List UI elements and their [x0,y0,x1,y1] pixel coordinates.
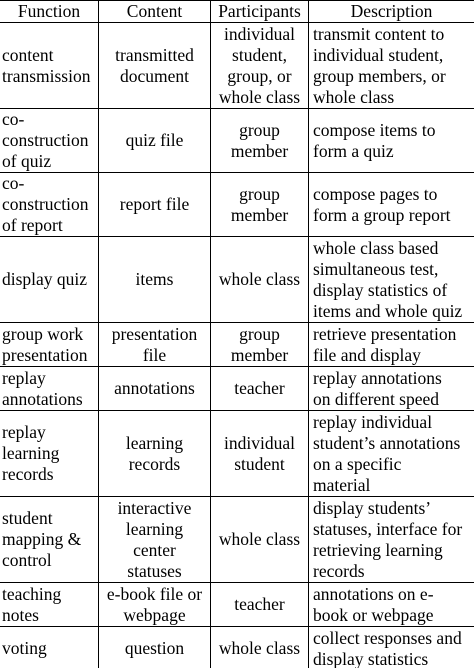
description-cell: whole class based simultaneous test, display statistics of items and whole quiz [309,237,474,323]
participants-cell: individual student [211,411,309,497]
description-cell: collect responses and display statistics [309,627,474,668]
content-cell: items [99,237,211,323]
content-cell: annotations [99,367,211,411]
function-cell: replay learning records [0,411,99,497]
function-cell: co- construction of quiz [0,109,99,173]
table-row [0,627,474,668]
description-cell: compose items to form a quiz [309,109,474,173]
participants-cell: teacher [211,583,309,627]
table-row [0,23,474,109]
content-cell: presentation file [99,323,211,367]
content-cell: quiz file [99,109,211,173]
header-description: Description [309,1,474,23]
participants-cell: group member [211,173,309,237]
header-participants: Participants [211,1,309,23]
description-cell: retrieve presentation file and display [309,323,474,367]
function-cell: co- construction of report [0,173,99,237]
function-cell: display quiz [0,237,99,323]
header-function: Function [0,1,99,23]
header-content: Content [99,1,211,23]
participants-cell: whole class [211,627,309,668]
function-cell: replay annotations [0,367,99,411]
table-row [0,497,474,583]
content-cell: report file [99,173,211,237]
description-cell: display students’ statuses, interface for retrieving learning records [309,497,474,583]
content-cell: learning records [99,411,211,497]
function-cell: voting [0,627,99,668]
content-cell: question [99,627,211,668]
table-row [0,173,474,237]
participants-cell: whole class [211,237,309,323]
description-cell: annotations on e- book or webpage [309,583,474,627]
content-cell: transmitted document [99,23,211,109]
table-row [0,411,474,497]
participants-cell: group member [211,109,309,173]
header-row [0,1,474,23]
table-row [0,323,474,367]
description-cell: compose pages to form a group report [309,173,474,237]
table-row [0,583,474,627]
table-row [0,237,474,323]
content-cell: e-book file or webpage [99,583,211,627]
description-cell: replay individual student’s annotations on a specific material [309,411,474,497]
participants-cell: whole class [211,497,309,583]
function-cell: group work presentation [0,323,99,367]
participants-cell: group member [211,323,309,367]
participants-cell: teacher [211,367,309,411]
function-cell: teaching notes [0,583,99,627]
table-row [0,109,474,173]
function-cell: student mapping & control [0,497,99,583]
table-row [0,367,474,411]
participants-cell: individual student, group, or whole class [211,23,309,109]
description-cell: transmit content to individual student, group members, or whole class [309,23,474,109]
description-cell: replay annotations on different speed [309,367,474,411]
content-cell: interactive learning center statuses [99,497,211,583]
function-cell: content transmission [0,23,99,109]
